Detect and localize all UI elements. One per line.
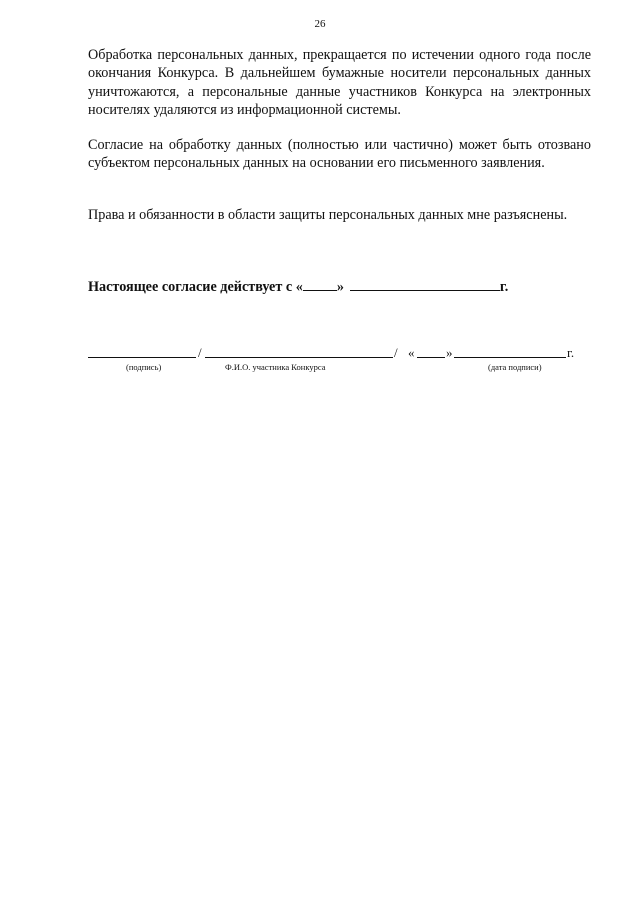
day-blank xyxy=(417,357,445,358)
date-caption: (дата подписи) xyxy=(488,362,542,372)
signature-caption: (подпись) xyxy=(126,362,162,372)
date-blank xyxy=(350,277,500,291)
day-blank xyxy=(303,277,337,291)
quote-open: « xyxy=(408,345,415,360)
slash-separator: / xyxy=(394,345,398,360)
paragraph-text: Обработка персональных данных, прекращается по истечении одного года после окончания Конкурса. В дальнейшем бумажные носители персональных данных уничтожаются, а персональные данные участников Конкурса на электронных носителях удаляются из информационной системы. xyxy=(88,47,591,119)
signature-row xyxy=(88,343,588,363)
validity-prefix: Настоящее согласие действует с « xyxy=(88,279,303,295)
paragraph-text: Согласие на обработку данных (полностью или частично) может быть отозвано субъектом персональных данных на основании его письменного заявления. xyxy=(88,137,591,172)
signature-blank xyxy=(88,357,196,358)
paragraph-rights-explained xyxy=(88,206,591,224)
date-blank xyxy=(454,357,566,358)
paragraph-processing-term xyxy=(88,46,591,120)
page-number: 26 xyxy=(314,18,326,30)
fio-caption: Ф.И.О. участника Конкурса xyxy=(225,362,326,372)
fio-blank xyxy=(205,357,393,358)
validity-suffix: г. xyxy=(499,279,509,295)
paragraph-text: Права и обязанности в области защиты персональных данных мне разъяснены. xyxy=(88,207,568,223)
slash-separator: / xyxy=(198,345,202,360)
quote-close: » xyxy=(446,345,453,360)
consent-validity-line xyxy=(88,277,508,296)
year-suffix: г. xyxy=(567,345,575,360)
paragraph-consent-revocation xyxy=(88,136,591,173)
validity-mid: » xyxy=(336,279,344,295)
